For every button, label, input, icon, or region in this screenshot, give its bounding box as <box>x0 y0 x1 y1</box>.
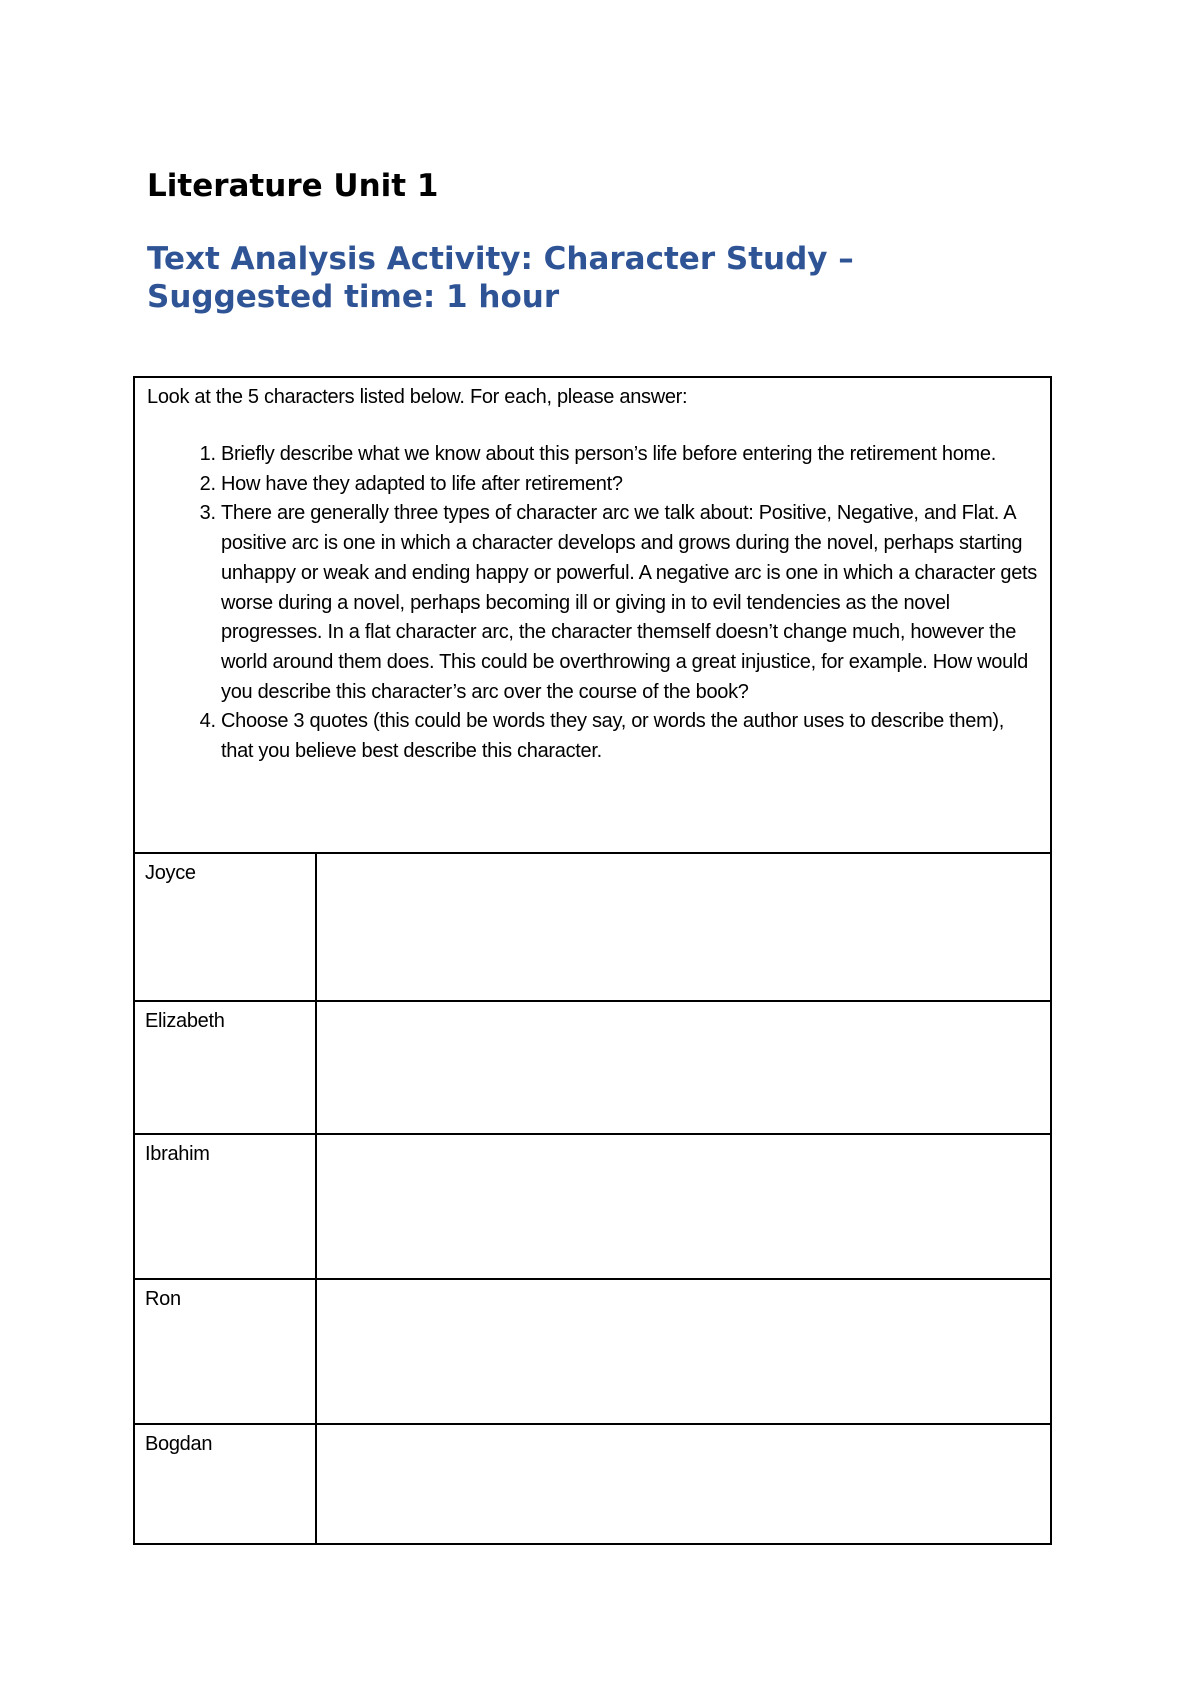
question-item: 1. Briefly describe what we know about this person’s life before entering the retirement home. <box>221 440 1038 470</box>
character-name-elizabeth: Elizabeth <box>134 1001 316 1134</box>
character-row-ibrahim <box>134 1134 1051 1279</box>
character-row-joyce <box>134 853 1051 1001</box>
unit-title: Literature Unit 1 <box>147 168 439 204</box>
instructions-intro: Look at the 5 characters listed below. For each, please answer: <box>147 386 688 408</box>
character-name-ibrahim: Ibrahim <box>134 1134 316 1279</box>
question-list <box>147 440 1038 767</box>
activity-title-line-1: Text Analysis Activity: Character Study – <box>147 241 854 277</box>
answer-cell-elizabeth[interactable] <box>316 1001 1051 1134</box>
answer-cell-ibrahim[interactable] <box>316 1134 1051 1279</box>
answer-cell-bogdan[interactable] <box>316 1424 1051 1544</box>
character-row-bogdan <box>134 1424 1051 1544</box>
character-row-ron <box>134 1279 1051 1424</box>
answer-cell-joyce[interactable] <box>316 853 1051 1001</box>
question-item: 4. Choose 3 quotes (this could be words they say, or words the author uses to describe them), that you believe best describe this character. <box>221 707 1038 766</box>
character-name-joyce: Joyce <box>134 853 316 1001</box>
instructions-row <box>134 377 1051 853</box>
question-item: 2. How have they adapted to life after retirement? <box>221 470 1038 500</box>
character-row-elizabeth <box>134 1001 1051 1134</box>
instructions-cell <box>134 377 1051 853</box>
answer-cell-ron[interactable] <box>316 1279 1051 1424</box>
activity-title <box>147 240 947 316</box>
character-study-table <box>133 376 1052 1545</box>
activity-title-line-2: Suggested time: 1 hour <box>147 279 560 315</box>
question-item: 3. There are generally three types of character arc we talk about: Positive, Negative, and Flat. A positive arc is one in which a character develops and grows during the novel, perhaps starting unhappy or weak and ending happy or powerful. A negative arc is one in which a character gets worse during a novel, perhaps becoming ill or giving in to evil tendencies as the novel progresses. In a flat character arc, the character themself doesn’t change much, however the world around them does. This could be overthrowing a great injustice, for example. How would you describe this character’s arc over the course of the book? <box>221 499 1038 707</box>
character-name-ron: Ron <box>134 1279 316 1424</box>
character-name-bogdan: Bogdan <box>134 1424 316 1544</box>
